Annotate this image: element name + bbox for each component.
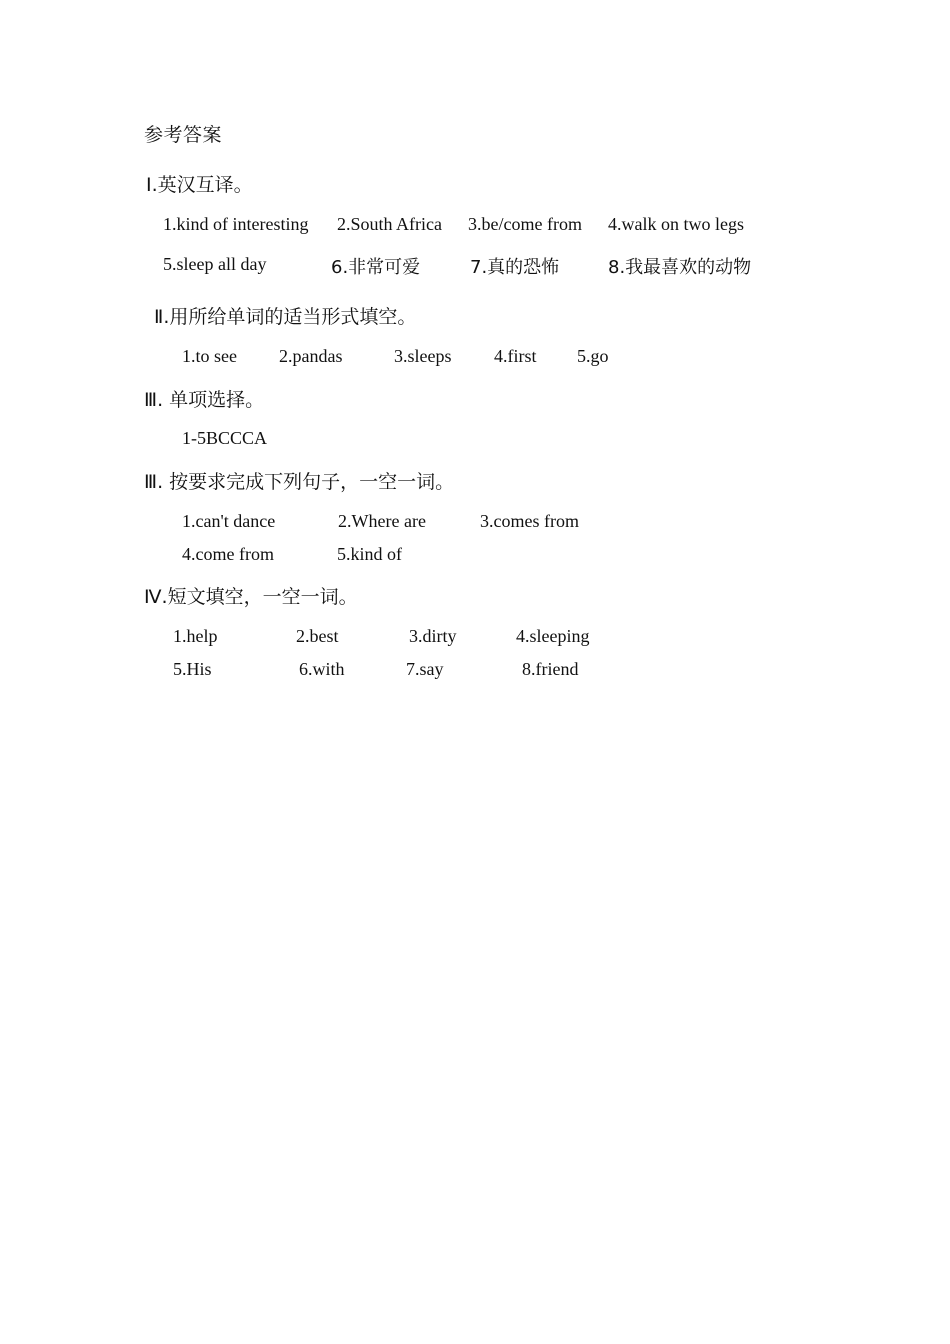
- section-1-answer-4: 4.walk on two legs: [608, 214, 744, 234]
- section-1-answer-3: 3.be/come from: [468, 214, 582, 234]
- section-5-answer-4: 4.sleeping: [516, 626, 590, 646]
- section-4-answer-1: 1.can't dance: [182, 511, 276, 531]
- section-1-answer-7: 7.真的恐怖: [470, 257, 560, 278]
- section-5-heading: Ⅳ.短文填空，一空一词。: [144, 586, 358, 608]
- page-title: 参考答案: [144, 124, 223, 146]
- section-5-answer-3: 3.dirty: [409, 626, 457, 646]
- section-2-answer-2: 2.pandas: [279, 346, 343, 366]
- section-5-answer-7: 7.say: [406, 659, 444, 679]
- section-4-heading: Ⅲ. 按要求完成下列句子，一空一词。: [144, 471, 455, 493]
- section-1-heading: Ⅰ.英汉互译。: [146, 174, 253, 196]
- section-1-answer-6: 6.非常可爱: [331, 257, 421, 278]
- section-2-answer-1: 1.to see: [182, 346, 237, 366]
- section-1-answer-1: 1.kind of interesting: [163, 214, 309, 234]
- section-1-answer-5: 5.sleep all day: [163, 254, 267, 274]
- section-5-answer-5: 5.His: [173, 659, 212, 679]
- section-2-answer-4: 4.first: [494, 346, 537, 366]
- section-3-answer-1: 1-5BCCCA: [182, 428, 268, 448]
- section-3-heading: Ⅲ. 单项选择。: [144, 389, 265, 411]
- section-4-answer-3: 3.comes from: [480, 511, 579, 531]
- section-2-answer-3: 3.sleeps: [394, 346, 452, 366]
- section-1-answer-8: 8.我最喜欢的动物: [608, 257, 752, 278]
- section-5-answer-2: 2.best: [296, 626, 339, 646]
- section-2-heading: Ⅱ.用所给单词的适当形式填空。: [154, 306, 417, 328]
- section-5-answer-6: 6.with: [299, 659, 345, 679]
- section-5-answer-8: 8.friend: [522, 659, 579, 679]
- section-1-answer-2: 2.South Africa: [337, 214, 442, 234]
- section-4-answer-2: 2.Where are: [338, 511, 426, 531]
- section-2-answer-5: 5.go: [577, 346, 609, 366]
- section-5-answer-1: 1.help: [173, 626, 218, 646]
- section-4-answer-5: 5.kind of: [337, 544, 402, 564]
- section-4-answer-4: 4.come from: [182, 544, 274, 564]
